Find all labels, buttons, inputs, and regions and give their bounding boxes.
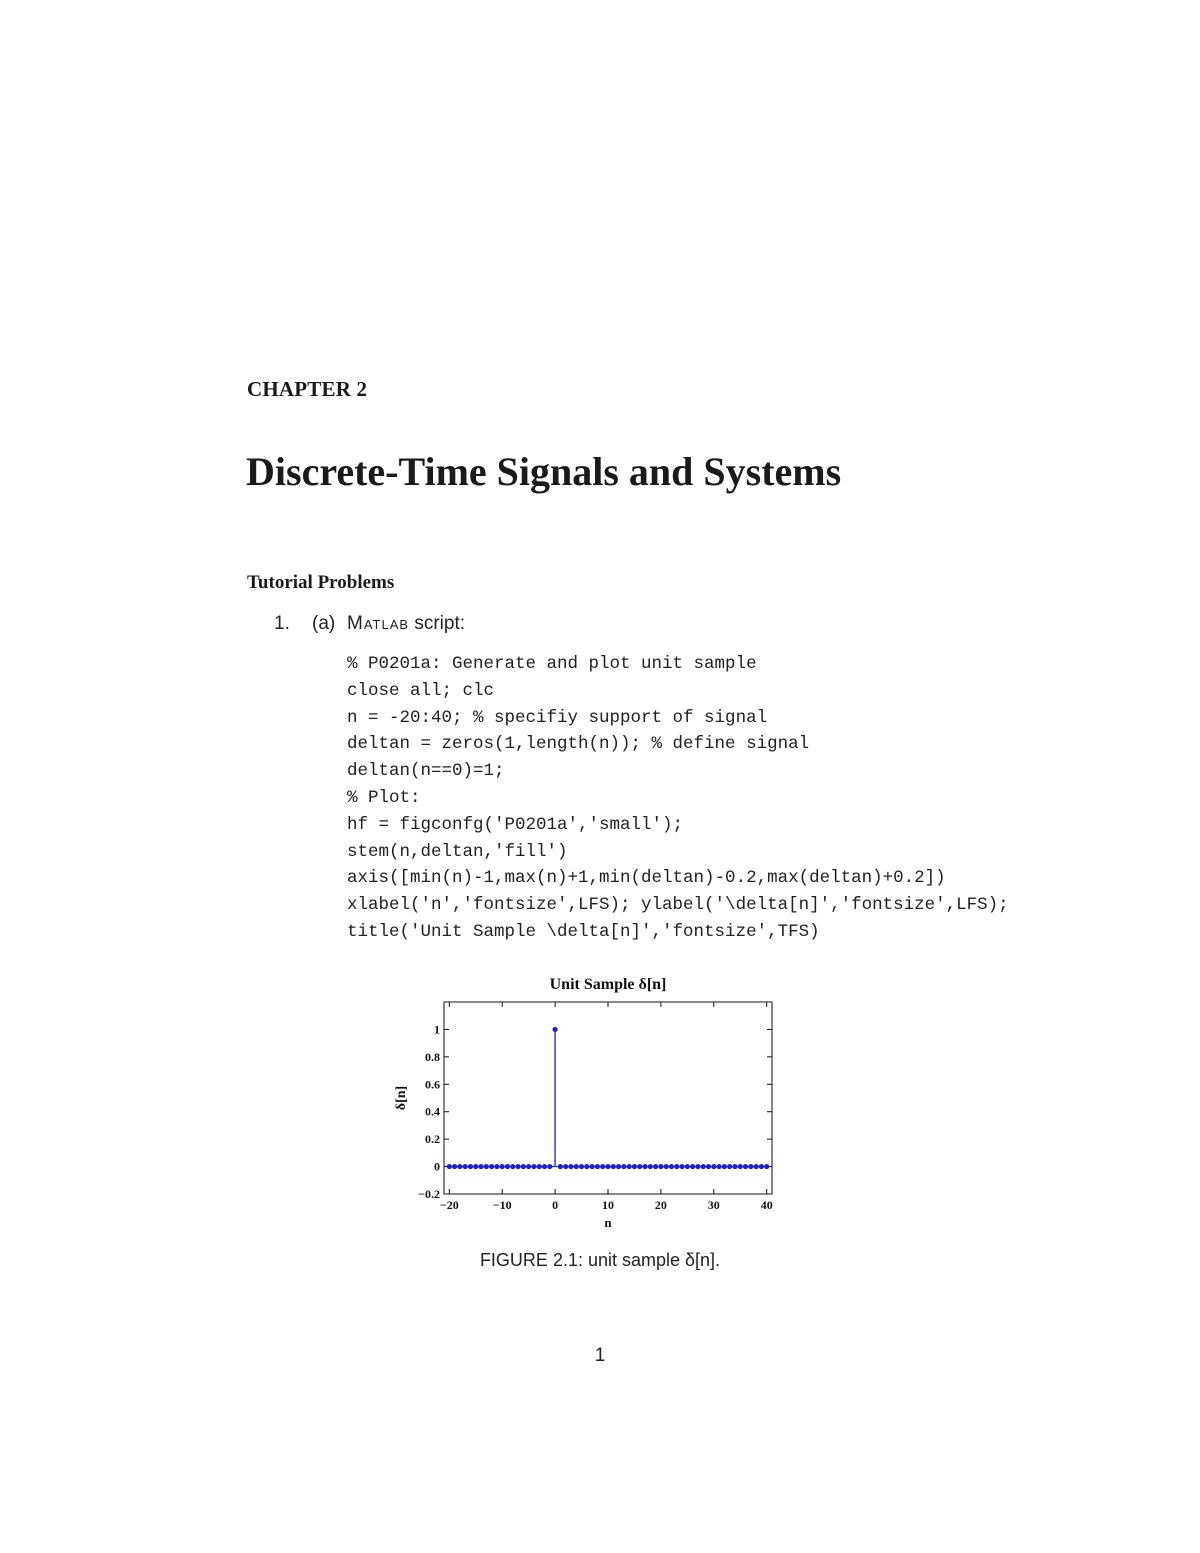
stem-marker bbox=[627, 1164, 632, 1169]
stem-marker bbox=[526, 1164, 531, 1169]
stem-marker bbox=[727, 1164, 732, 1169]
stem-marker bbox=[722, 1164, 727, 1169]
stem-marker bbox=[595, 1164, 600, 1169]
unit-sample-chart bbox=[380, 968, 800, 1238]
stem-marker bbox=[664, 1164, 669, 1169]
stem-marker bbox=[579, 1164, 584, 1169]
y-tick-label: 0 bbox=[434, 1159, 440, 1174]
code-line: % Plot: bbox=[347, 787, 421, 808]
x-tick-label: −20 bbox=[439, 1198, 459, 1212]
x-tick-label: 20 bbox=[654, 1198, 667, 1212]
y-axis-label: δ[n] bbox=[394, 1085, 409, 1111]
stem-marker bbox=[674, 1164, 679, 1169]
stem-marker bbox=[648, 1164, 653, 1169]
stem-marker bbox=[563, 1164, 568, 1169]
script-label: script: bbox=[409, 613, 465, 634]
x-tick-label: 40 bbox=[760, 1198, 773, 1212]
stem-marker bbox=[515, 1164, 520, 1169]
stem-marker bbox=[552, 1027, 557, 1032]
figure-caption: FIGURE 2.1: unit sample δ[n]. bbox=[479, 1250, 721, 1270]
matlab-label: Matlab bbox=[347, 613, 410, 634]
x-tick-label: −10 bbox=[492, 1198, 512, 1212]
problem-part: (a) bbox=[312, 613, 336, 634]
x-tick-label: 0 bbox=[552, 1198, 559, 1212]
stem-marker bbox=[574, 1164, 579, 1169]
stem-marker bbox=[468, 1164, 473, 1169]
stem-marker bbox=[505, 1164, 510, 1169]
stem-marker bbox=[637, 1164, 642, 1169]
stem-marker bbox=[478, 1164, 483, 1169]
code-line: hf = figconfg('P0201a','small'); bbox=[347, 814, 684, 835]
y-axis-ticks bbox=[418, 1022, 772, 1201]
stem-marker bbox=[764, 1164, 769, 1169]
stem-marker bbox=[621, 1164, 626, 1169]
stem-marker bbox=[701, 1164, 706, 1169]
stem-marker bbox=[754, 1164, 759, 1169]
code-line: % P0201a: Generate and plot unit sample bbox=[347, 654, 757, 674]
stem-marker bbox=[590, 1164, 595, 1169]
stem-marker bbox=[743, 1164, 748, 1169]
y-tick-label: 1 bbox=[434, 1022, 440, 1037]
stem-marker bbox=[685, 1164, 690, 1169]
stem-marker bbox=[748, 1164, 753, 1169]
x-axis-ticks bbox=[440, 1002, 773, 1212]
stem-marker bbox=[484, 1164, 489, 1169]
y-tick-label: 0.2 bbox=[425, 1132, 440, 1147]
stem-marker bbox=[711, 1164, 716, 1169]
stem-marker bbox=[547, 1164, 552, 1169]
code-line: stem(n,deltan,'fill') bbox=[347, 841, 568, 862]
code-line: deltan = zeros(1,length(n)); % define signal bbox=[347, 734, 810, 755]
stem-marker bbox=[489, 1164, 494, 1169]
stem-series bbox=[447, 1027, 770, 1169]
code-line: title('Unit Sample \delta[n]','fontsize',TFS) bbox=[347, 921, 820, 942]
problem-number: 1. bbox=[274, 613, 290, 634]
code-line: axis([min(n)-1,max(n)+1,min(deltan)-0.2,max(deltan)+0.2]) bbox=[347, 868, 946, 889]
stem-marker bbox=[695, 1164, 700, 1169]
stem-marker bbox=[457, 1164, 462, 1169]
code-line: close all; clc bbox=[347, 680, 495, 701]
stem-marker bbox=[510, 1164, 515, 1169]
stem-marker bbox=[447, 1164, 452, 1169]
stem-marker bbox=[642, 1164, 647, 1169]
stem-marker bbox=[452, 1164, 457, 1169]
stem-marker bbox=[716, 1164, 721, 1169]
y-tick-label: −0.2 bbox=[418, 1187, 440, 1201]
stem-marker bbox=[759, 1164, 764, 1169]
stem-marker bbox=[669, 1164, 674, 1169]
stem-marker bbox=[690, 1164, 695, 1169]
stem-marker bbox=[542, 1164, 547, 1169]
stem-marker bbox=[738, 1164, 743, 1169]
x-axis-label: n bbox=[604, 1215, 612, 1230]
stem-marker bbox=[706, 1164, 711, 1169]
stem-marker bbox=[568, 1164, 573, 1169]
chart-title: Unit Sample δ[n] bbox=[549, 976, 667, 993]
section-title: Tutorial Problems bbox=[247, 572, 395, 593]
stem-marker bbox=[494, 1164, 499, 1169]
stem-marker bbox=[611, 1164, 616, 1169]
stem-marker bbox=[521, 1164, 526, 1169]
stem-marker bbox=[531, 1164, 536, 1169]
stem-marker bbox=[584, 1164, 589, 1169]
stem-marker bbox=[658, 1164, 663, 1169]
stem-marker bbox=[679, 1164, 684, 1169]
stem-marker bbox=[653, 1164, 658, 1169]
code-block bbox=[347, 651, 1009, 946]
x-tick-label: 30 bbox=[707, 1198, 720, 1212]
stem-marker bbox=[500, 1164, 505, 1169]
stem-marker bbox=[463, 1164, 468, 1169]
stem-marker bbox=[473, 1164, 478, 1169]
stem-marker bbox=[732, 1164, 737, 1169]
code-line: xlabel('n','fontsize',LFS); ylabel('\delta[n]','fontsize',LFS); bbox=[347, 895, 1009, 916]
x-tick-label: 10 bbox=[602, 1198, 614, 1212]
y-tick-label: 0.8 bbox=[425, 1049, 440, 1064]
stem-marker bbox=[537, 1164, 542, 1169]
stem-marker bbox=[605, 1164, 610, 1169]
stem-marker bbox=[600, 1164, 605, 1169]
y-tick-label: 0.4 bbox=[425, 1104, 440, 1119]
page-number: 1 bbox=[594, 1345, 606, 1366]
y-tick-label: 0.6 bbox=[425, 1077, 440, 1092]
stem-marker bbox=[558, 1164, 563, 1169]
code-line: n = -20:40; % specifiy support of signal bbox=[347, 707, 768, 728]
chapter-label: CHAPTER 2 bbox=[247, 377, 368, 401]
stem-marker bbox=[632, 1164, 637, 1169]
code-line: deltan(n==0)=1; bbox=[347, 761, 505, 782]
stem-marker bbox=[616, 1164, 621, 1169]
problem-line bbox=[274, 613, 465, 635]
chapter-title: Discrete-Time Signals and Systems bbox=[246, 449, 842, 494]
